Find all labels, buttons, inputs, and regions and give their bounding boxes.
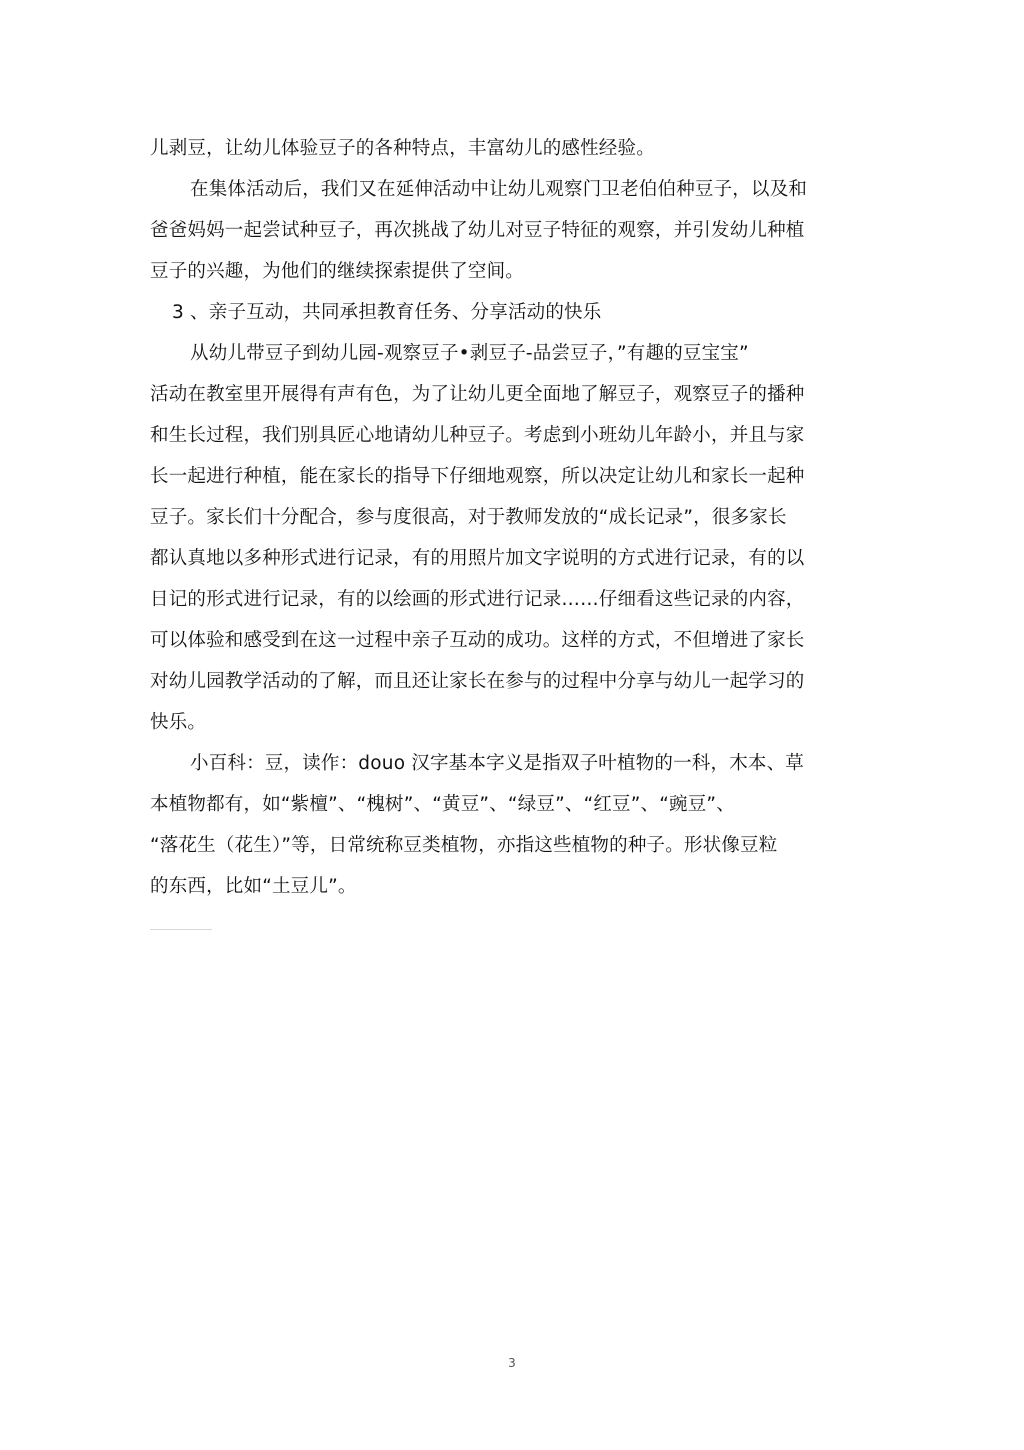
text-line: “落花生（花生）”等，日常统称豆类植物，亦指这些植物的种子。形状像豆粒: [150, 835, 778, 856]
page-number: 3: [508, 1356, 516, 1370]
paragraph-first-line: 小百科：豆，读作：douo 汉字基本字义是指双子叶植物的一科，木本、草: [190, 753, 804, 774]
text-line: 儿剥豆，让幼儿体验豆子的各种特点，丰富幼儿的感性经验。: [150, 138, 655, 159]
footnote-divider: [150, 929, 212, 930]
text-line: 爸爸妈妈一起尝试种豆子，再次挑战了幼儿对豆子特征的观察，并引发幼儿种植: [150, 220, 805, 241]
text-line: 本植物都有，如“紫檀”、“槐树”、“黄豆”、“绿豆”、“红豆”、“豌豆”、: [150, 794, 735, 815]
text-line: 对幼儿园教学活动的了解，而且还让家长在参与的过程中分享与幼儿一起学习的: [150, 671, 805, 692]
text-line: 快乐。: [150, 712, 207, 733]
paragraph-first-line: 从幼儿带豆子到幼儿园-观察豆子•剥豆子-品尝豆子，”有趣的豆宝宝”: [190, 343, 749, 364]
text-line: 日记的形式进行记录，有的以绘画的形式进行记录……仔细看这些记录的内容，: [150, 589, 805, 610]
text-line: 的东西，比如“土豆儿”。: [150, 876, 357, 897]
text-line: 豆子。家长们十分配合，参与度很高，对于教师发放的“成长记录”，很多家长: [150, 507, 787, 528]
text-line: 都认真地以多种形式进行记录，有的用照片加文字说明的方式进行记录，有的以: [150, 548, 805, 569]
section-heading: 3 、亲子互动，共同承担教育任务、分享活动的快乐: [172, 302, 602, 323]
text-line: 可以体验和感受到在这一过程中亲子互动的成功。这样的方式，不但增进了家长: [150, 630, 805, 651]
text-line: 长一起进行种植，能在家长的指导下仔细地观察，所以决定让幼儿和家长一起种: [150, 466, 805, 487]
text-line: 活动在教室里开展得有声有色，为了让幼儿更全面地了解豆子，观察豆子的播种: [150, 384, 805, 405]
text-line: 豆子的兴趣，为他们的继续探索提供了空间。: [150, 261, 525, 282]
text-line: 和生长过程，我们别具匠心地请幼儿种豆子。考虑到小班幼儿年龄小，并且与家: [150, 425, 805, 446]
paragraph-first-line: 在集体活动后，我们又在延伸活动中让幼儿观察门卫老伯伯种豆子，以及和: [190, 179, 808, 200]
